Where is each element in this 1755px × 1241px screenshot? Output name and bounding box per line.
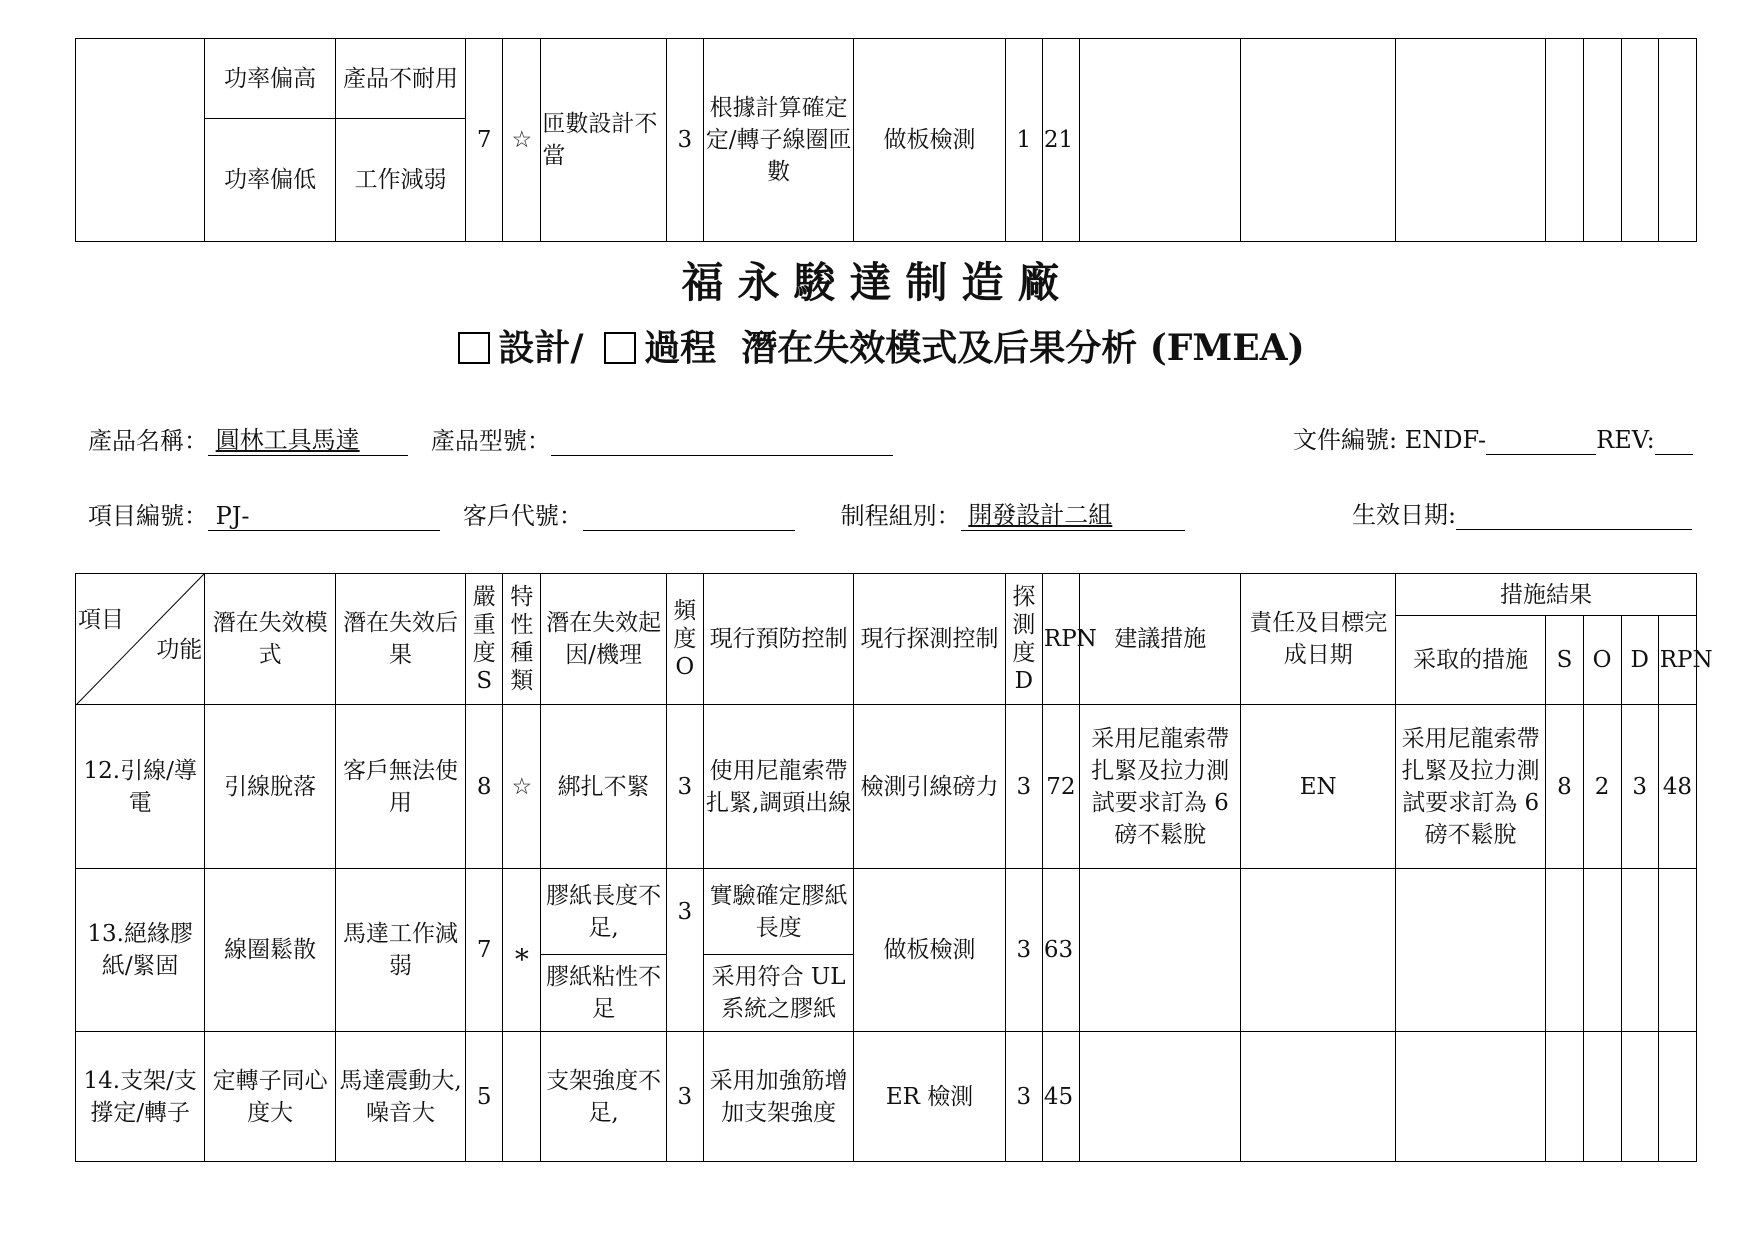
detection-cell: 做板檢測: [854, 39, 1005, 242]
rpn2-cell: [1658, 869, 1696, 1032]
rpn-cell: 72: [1042, 705, 1079, 869]
document-subtitle: 潛在失效模式及后果分析: [741, 327, 1138, 369]
class-cell: ☆: [503, 705, 541, 869]
header-prevention: 現行預防控制: [703, 574, 853, 705]
document-abbr: (FMEA): [1149, 327, 1305, 369]
severity-cell: 8: [466, 705, 503, 869]
process-group-field: 開發設計二組: [961, 495, 1185, 531]
action-taken-cell: [1395, 869, 1545, 1032]
o-cell: [1583, 39, 1621, 242]
action-taken-cell: [1395, 1032, 1545, 1162]
rev-label: REV:: [1596, 426, 1655, 454]
responsibility-cell: [1241, 1032, 1395, 1162]
cause-cell: 綁扎不緊: [541, 705, 666, 869]
project-no-field: PJ-: [208, 502, 440, 531]
class-cell: *: [503, 869, 541, 1032]
d-cell: [1621, 1032, 1658, 1162]
failure-effect-cell: 客戶無法使用: [335, 705, 465, 869]
d-cell: 3: [1621, 705, 1658, 869]
header-effect: 潛在失效后果: [335, 574, 465, 705]
recommended-cell: [1080, 869, 1241, 1032]
header-item: 項目: [78, 607, 124, 633]
effective-date-label: 生效日期:: [1352, 501, 1457, 529]
detection-cell: 做板檢測: [854, 869, 1005, 1032]
header-class: 特性種類: [503, 574, 541, 705]
prevention-cell: 采用加強筋增加支架強度: [703, 1032, 853, 1162]
effective-date-line: [1352, 495, 1692, 530]
table-row: [76, 1032, 1697, 1162]
s-cell: [1546, 1032, 1583, 1162]
continued-fmea-table: [75, 38, 1697, 242]
header-cause: 潛在失效起因/機理: [541, 574, 666, 705]
action-taken-cell: [1395, 39, 1545, 242]
severity-cell: 7: [466, 39, 503, 242]
product-name-label: 產品名稱：: [88, 427, 208, 455]
s-cell: 8: [1546, 705, 1583, 869]
header-rpn2: RPN: [1658, 616, 1696, 705]
company-title: 福永駿達制造廠: [681, 258, 1074, 307]
header-rpn: RPN: [1042, 574, 1079, 705]
rpn-cell: 63: [1042, 869, 1079, 1032]
header-mode: 潛在失效模式: [205, 574, 335, 705]
prevention-cell: 實驗確定膠紙長度: [703, 869, 853, 955]
failure-mode-cell: 功率偏低: [205, 119, 335, 242]
effective-date-field: [1456, 503, 1692, 530]
severity-cell: 7: [466, 869, 503, 1032]
rpn-cell: 21: [1042, 39, 1079, 242]
header-s: S: [1546, 616, 1583, 705]
header-action-taken: 采取的措施: [1395, 616, 1545, 705]
header-severity: 嚴重度S: [466, 574, 503, 705]
header-function: 功能: [156, 637, 203, 663]
s-cell: [1546, 869, 1583, 1032]
header-item-function: [76, 574, 205, 705]
header-occurrence: 頻度O: [666, 574, 703, 705]
action-taken-cell: 采用尼龍索帶扎緊及拉力測試要求訂為 6 磅不鬆脫: [1395, 705, 1545, 869]
rpn2-cell: [1658, 39, 1696, 242]
recommended-cell: [1080, 1032, 1241, 1162]
doc-no-field: [1486, 428, 1596, 455]
failure-effect-cell: 馬達震動大,噪音大: [335, 1032, 465, 1162]
d-cell: [1621, 39, 1658, 242]
recommended-cell: [1080, 39, 1241, 242]
design-option-label: 設計/: [498, 327, 584, 369]
product-model-label: 產品型號：: [430, 427, 551, 455]
header-results: 措施結果: [1395, 574, 1696, 616]
customer-code-field: [583, 504, 795, 531]
recommended-cell: 采用尼龍索帶扎緊及拉力測試要求訂為 6 磅不鬆脫: [1080, 705, 1241, 869]
header-detection: 現行探測控制: [854, 574, 1005, 705]
failure-effect-cell: 馬達工作減弱: [335, 869, 465, 1032]
prevention-cell: 使用尼龍索帶扎緊,調頭出線: [703, 705, 853, 869]
header-o: O: [1583, 616, 1621, 705]
o-cell: [1583, 869, 1621, 1032]
det-cell: 3: [1005, 869, 1042, 1032]
failure-mode-cell: 功率偏高: [205, 39, 335, 119]
item-cell: [76, 39, 205, 242]
project-info-line: [88, 495, 1185, 531]
severity-cell: 5: [466, 1032, 503, 1162]
document-title: [0, 320, 1755, 371]
header-responsibility: 責任及目標完成日期: [1241, 574, 1395, 705]
failure-mode-cell: 定轉子同心度大: [205, 1032, 335, 1162]
prevention-cell: 采用符合 UL 系統之膠紙: [703, 955, 853, 1032]
d-cell: [1621, 869, 1658, 1032]
det-cell: 3: [1005, 705, 1042, 869]
o-cell: 2: [1583, 705, 1621, 869]
class-cell: [503, 1032, 541, 1162]
header-recommended: 建議措施: [1080, 574, 1241, 705]
class-cell: ☆: [503, 39, 541, 242]
process-group-label: 制程組別：: [840, 502, 961, 530]
cause-cell: 支架強度不足,: [541, 1032, 666, 1162]
occurrence-cell: 3: [666, 39, 703, 242]
header-d: D: [1621, 616, 1658, 705]
product-name-field: 圓林工具馬達: [208, 420, 408, 456]
cause-cell: 膠紙長度不足,: [541, 869, 666, 955]
process-option-label: 過程: [644, 327, 717, 369]
rpn2-cell: [1658, 1032, 1696, 1162]
rpn2-cell: 48: [1658, 705, 1696, 869]
rev-field: [1655, 428, 1693, 455]
rpn-cell: 45: [1042, 1032, 1079, 1162]
cause-cell: 膠紙粘性不足: [541, 955, 666, 1032]
responsibility-cell: [1241, 869, 1395, 1032]
checkbox-design[interactable]: [458, 332, 490, 364]
doc-no-label: 文件編號: ENDF-: [1293, 426, 1487, 454]
cause-cell: 匝數設計不當: [541, 39, 666, 242]
item-cell: 13.絕緣膠紙/緊固: [76, 869, 205, 1032]
det-cell: 1: [1005, 39, 1042, 242]
detection-cell: ER 檢測: [854, 1032, 1005, 1162]
failure-mode-cell: 引線脫落: [205, 705, 335, 869]
product-model-field: [551, 429, 893, 456]
failure-effect-cell: 產品不耐用: [335, 39, 465, 119]
occurrence-cell: 3: [666, 1032, 703, 1162]
project-no-label: 項目編號：: [88, 502, 208, 530]
det-cell: 3: [1005, 1032, 1042, 1162]
item-cell: 12.引線/導電: [76, 705, 205, 869]
doc-info-line: [1293, 420, 1693, 455]
customer-code-label: 客戶代號：: [462, 502, 583, 530]
table-row: [76, 705, 1697, 869]
product-info-line: [88, 420, 893, 456]
failure-effect-cell: 工作減弱: [335, 119, 465, 242]
item-cell: 14.支架/支撐定/轉子: [76, 1032, 205, 1162]
responsibility-cell: EN: [1241, 705, 1395, 869]
responsibility-cell: [1241, 39, 1395, 242]
failure-mode-cell: 線圈鬆散: [205, 869, 335, 1032]
fmea-table: [75, 573, 1713, 1162]
prevention-cell: 根據計算確定定/轉子線圈匝數: [703, 39, 853, 242]
o-cell: [1583, 1032, 1621, 1162]
occurrence-cell: 3: [666, 869, 703, 955]
checkbox-process[interactable]: [604, 332, 636, 364]
header-det: 探測度D: [1005, 574, 1042, 705]
table-row: [76, 869, 1697, 955]
s-cell: [1546, 39, 1583, 242]
occurrence-cell: [666, 955, 703, 1032]
occurrence-cell: 3: [666, 705, 703, 869]
detection-cell: 檢測引線磅力: [854, 705, 1005, 869]
